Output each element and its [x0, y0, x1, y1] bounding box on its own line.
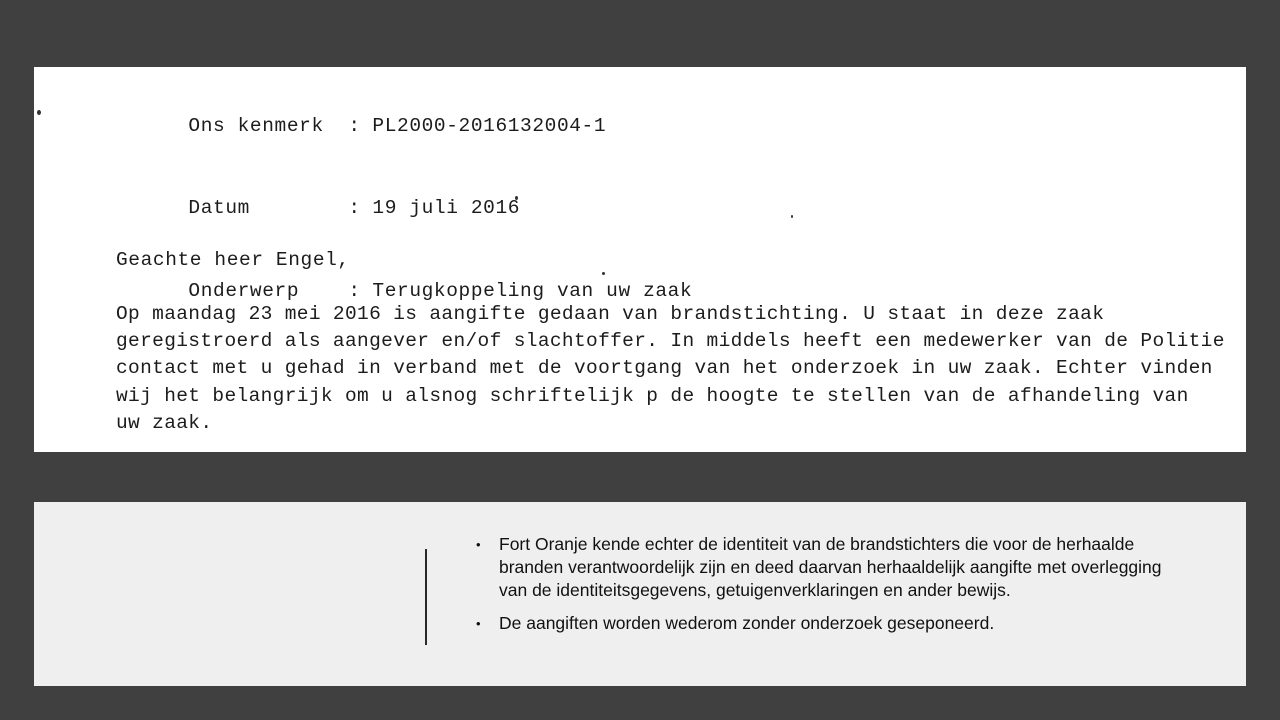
letter-body-line: wij het belangrijk om u alsnog schriftelijk p de hoogte te stellen van de afhandeling van: [116, 384, 1189, 407]
subject-separator: :: [348, 279, 361, 302]
bullet-list: [474, 533, 1174, 645]
letter-body: [116, 301, 1236, 437]
date-separator: :: [348, 197, 361, 219]
letter-body-line: Op maandag 23 mei 2016 is aangifte gedaan van brandstichting. U staat in deze zaak: [116, 303, 1105, 325]
letter-reference-block: [90, 85, 692, 333]
letter-greeting: Geachte heer Engel,: [116, 249, 350, 271]
scan-speck: [37, 110, 41, 115]
scanned-letter: [34, 67, 1246, 452]
bullet-item: [474, 612, 1174, 635]
reference-separator: :: [348, 114, 361, 137]
date-row: [90, 168, 692, 251]
subject-label: Onderwerp: [188, 279, 300, 302]
date-label: Datum: [188, 197, 250, 219]
vertical-divider: [425, 549, 427, 645]
reference-value: PL2000-2016132004-1: [372, 114, 607, 137]
bullet-text: De aangiften worden wederom zonder onderzoek geseponeerd.: [499, 613, 995, 633]
letter-body-line: contact met u gehad in verband met de voortgang van het onderzoek in uw zaak. Echter vinden: [116, 357, 1213, 380]
bullet-marker: •: [476, 616, 481, 631]
reference-row: [90, 85, 692, 168]
subject-value: Terugkoppeling van uw zaak: [372, 279, 693, 302]
letter-body-line: geregistroerd als aangever en/of slachtoffer. In middels heeft een medewerker van de Politie: [116, 330, 1225, 353]
bullet-marker: •: [476, 537, 481, 552]
bullet-text: Fort Oranje kende echter de identiteit van de brandstichters die voor de herhaalde branden verantwoordelijk zijn en deed daarvan herhaaldelijk aangifte met overlegging van de identiteitsgegevens, getuigenverklaringen en ander bewijs.: [499, 534, 1162, 600]
scan-speck: [791, 215, 793, 218]
date-value: 19 juli 2016: [372, 197, 521, 219]
caption-panel: [34, 502, 1246, 686]
bullet-item: [474, 533, 1174, 602]
letter-body-line: uw zaak.: [116, 411, 213, 434]
reference-label: Ons kenmerk: [188, 114, 324, 137]
